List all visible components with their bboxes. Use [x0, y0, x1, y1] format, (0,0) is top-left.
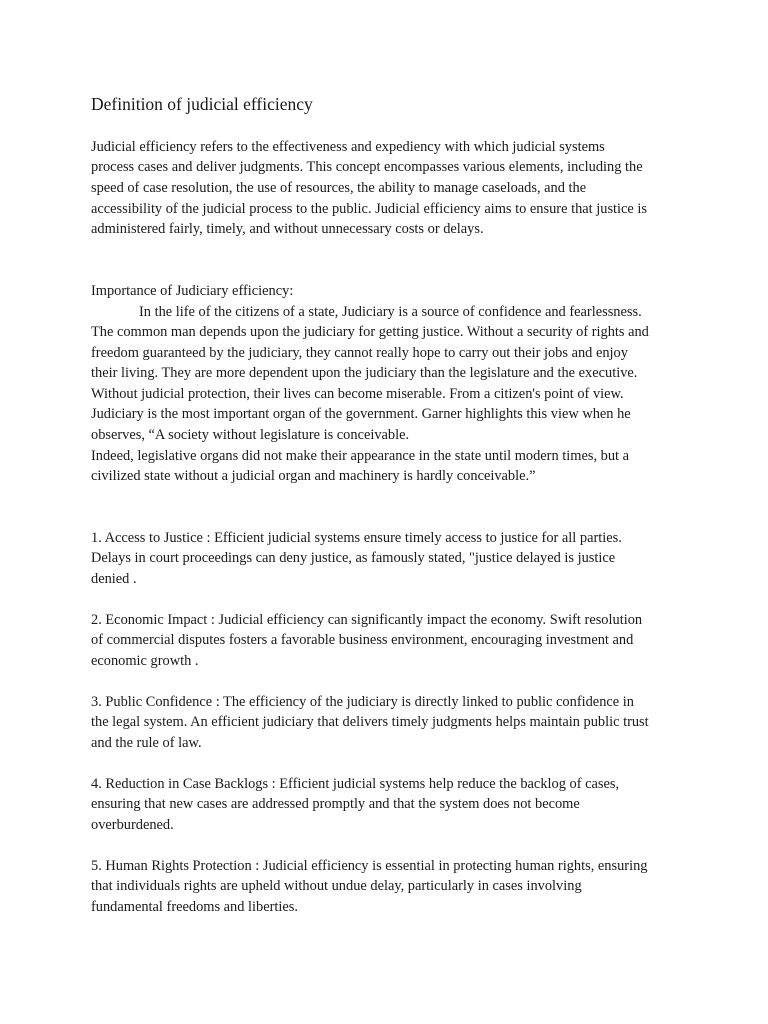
definition-line: Judicial efficiency refers to the effectiveness and expediency with which judicial systems — [91, 139, 605, 155]
importance-line: their living. They are more dependent upon the judiciary than the legislature and the executive. — [91, 365, 638, 381]
point-line: overburdened. — [91, 817, 174, 833]
importance-line: In the life of the citizens of a state, Judiciary is a source of confidence and fearlessness. — [139, 304, 642, 320]
point-line: ensuring that new cases are addressed promptly and that the system does not become — [91, 796, 580, 812]
point-line: denied . — [91, 571, 137, 587]
importance-line: Judiciary is the most important organ of the government. Garner highlights this view when he — [91, 406, 631, 422]
point-line: of commercial disputes fosters a favorable business environment, encouraging investment and — [91, 632, 634, 648]
importance-line: The common man depends upon the judiciary for getting justice. Without a security of rights and — [91, 324, 649, 340]
point-line: the legal system. An efficient judiciary that delivers timely judgments helps maintain public trust — [91, 714, 649, 730]
point-line: and the rule of law. — [91, 735, 202, 751]
importance-line: civilized state without a judicial organ and machinery is hardly conceivable.” — [91, 468, 536, 484]
importance-line: observes, “A society without legislature is conceivable. — [91, 427, 410, 443]
point-line: economic growth . — [91, 653, 199, 669]
definition-line: administered fairly, timely, and without unnecessary costs or delays. — [91, 221, 484, 237]
page-title: Definition of judicial efficiency — [91, 94, 313, 114]
point-line: Delays in court proceedings can deny justice, as famously stated, "justice delayed is justice — [91, 550, 616, 566]
point-line: 5. Human Rights Protection : Judicial efficiency is essential in protecting human rights, ensuring — [91, 858, 648, 874]
point-line: fundamental freedoms and liberties. — [91, 899, 298, 915]
definition-line: process cases and deliver judgments. This concept encompasses various elements, including the — [91, 159, 643, 175]
importance-line: Indeed, legislative organs did not make their appearance in the state until modern times, but a — [91, 448, 630, 464]
point-line: 1. Access to Justice : Efficient judicial systems ensure timely access to justice for all parties. — [91, 530, 622, 546]
point-line: 3. Public Confidence : The efficiency of the judiciary is directly linked to public confidence in — [91, 694, 634, 710]
section-heading: Importance of Judiciary efficiency: — [91, 283, 294, 299]
point-line: that individuals rights are upheld without undue delay, particularly in cases involving — [91, 878, 582, 894]
definition-line: speed of case resolution, the use of resources, the ability to manage caseloads, and the — [91, 180, 587, 196]
point-line: 2. Economic Impact : Judicial efficiency can significantly impact the economy. Swift resolution — [91, 612, 643, 628]
importance-line: freedom guaranteed by the judiciary, they cannot really hope to carry out their jobs and enjoy — [91, 345, 628, 361]
definition-line: accessibility of the judicial process to the public. Judicial efficiency aims to ensure that justice is — [91, 201, 648, 217]
point-line: 4. Reduction in Case Backlogs : Efficient judicial systems help reduce the backlog of cases, — [91, 776, 620, 792]
importance-line: Without judicial protection, their lives can become miserable. From a citizen's point of view. — [91, 386, 624, 402]
